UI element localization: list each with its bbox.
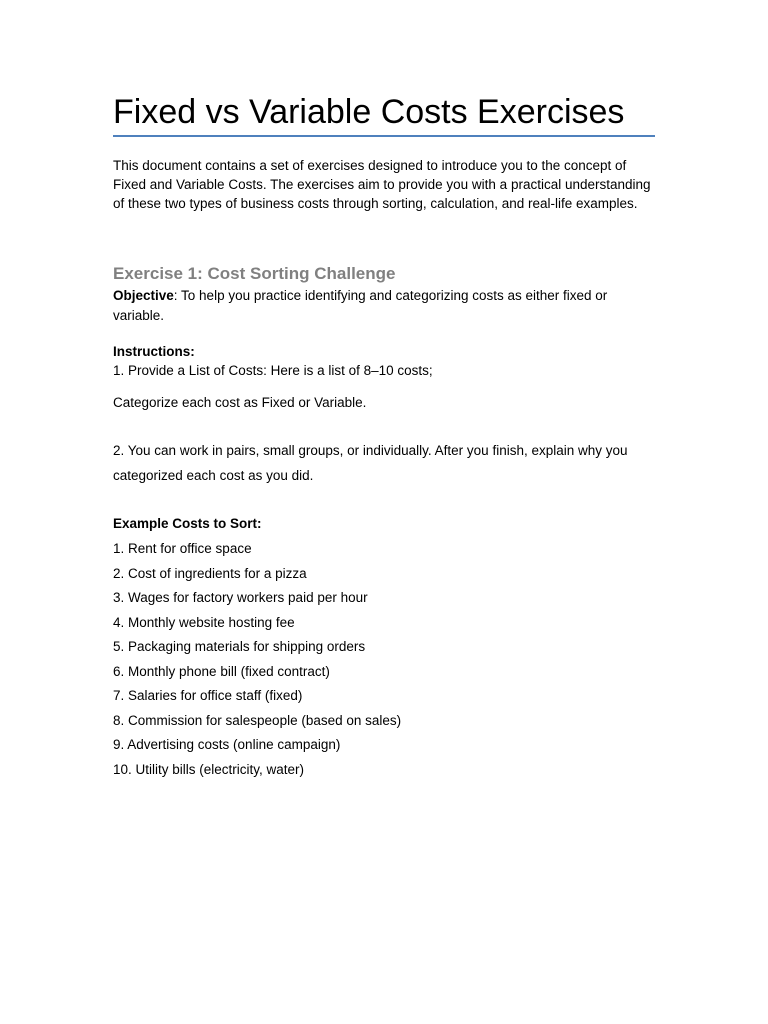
list-item: 7. Salaries for office staff (fixed) [113,688,303,703]
objective-text: : To help you practice identifying and categorizing costs as either fixed or variable. [113,288,608,323]
list-item: 10. Utility bills (electricity, water) [113,761,305,777]
objective-label: Objective [113,288,174,303]
instruction-step-2-line-2: categorized each cost as you did. [113,468,314,483]
document-title: Fixed vs Variable Costs Exercises [113,93,625,131]
instructions-label: Instructions: [113,344,195,359]
list-item: 2. Cost of ingredients for a pizza [113,565,307,581]
list-item: 9. Advertising costs (online campaign) [113,737,341,752]
objective-paragraph [113,286,653,326]
list-item: 4. Monthly website hosting fee [113,614,295,630]
example-costs-list [113,540,401,785]
list-item: 5. Packaging materials for shipping orders [113,639,366,654]
list-item: 1. Rent for office space [113,541,252,556]
intro-paragraph: This document contains a set of exercises designed to introduce you to the concept of Fixed and Variable Costs. The exercises aim to provide you with a practical understanding of these two types of business costs through sorting, calculation, and real-life examples. [113,158,651,211]
instruction-step-1: 1. Provide a List of Costs: Here is a list of 8–10 costs; [113,363,433,378]
title-underline [113,135,655,137]
instruction-step-2-line-1: 2. You can work in pairs, small groups, or individually. After you finish, explain why you [113,443,628,458]
list-item: 8. Commission for salespeople (based on sales) [113,712,402,728]
exercise-1-heading: Exercise 1: Cost Sorting Challenge [113,264,396,283]
list-item: 3. Wages for factory workers paid per hour [113,590,368,605]
list-item: 6. Monthly phone bill (fixed contract) [113,663,330,679]
example-costs-label: Example Costs to Sort: [113,516,262,531]
categorize-instruction: Categorize each cost as Fixed or Variable. [113,395,367,410]
